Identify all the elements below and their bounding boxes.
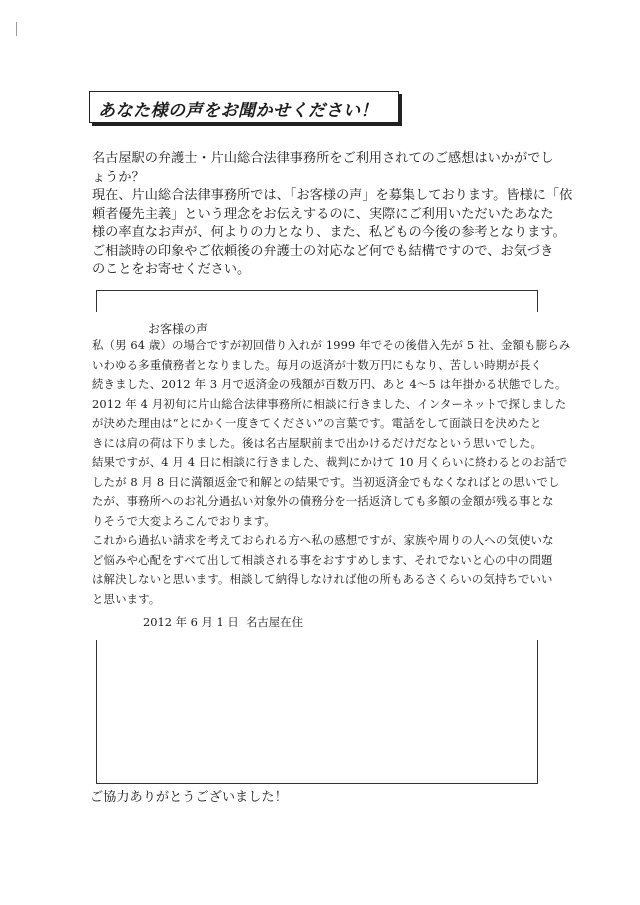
intro-line: 頼者優先主義」という理念をお伝えするのに、実際にご利用いただいたあなた — [92, 206, 554, 222]
scan-mark — [16, 22, 17, 36]
voice-line: 結果ですが、4 月 4 日に相談に行きました、裁判にかけて 10 月くらいに終わるとのお話で — [92, 455, 568, 469]
voice-line: これから過払い請求を考えておられる方へ私の感想ですが、家族や周りの人への気使いな — [92, 533, 554, 547]
intro-line: 様の率直なお声が、何よりの力となり、また、私どもの今後の参考となります。 — [92, 225, 566, 240]
intro-line: ご相談時の印象やご依頼後の弁護士の対応など何でも結構ですので、お気づき — [92, 243, 554, 259]
voice-line: は解決しないと思います。相談して納得しなければ他の所もあるさくらいの気持ちでいい — [92, 572, 553, 586]
voice-line: りそうで大変よろこんでおります。 — [92, 513, 276, 528]
voice-line: したが 8 月 8 日に満額返金で和解との結果です。当初返済金でもなくなればとの思いでし — [92, 474, 560, 489]
voice-line: きには肩の荷は下りました。後は名古屋駅前まで出かけるだけだなという思いでした。 — [92, 435, 543, 450]
voice-line: いわゆる多重債務者となりました。毎月の返済が十数万円にもなり、苦しい時期が長く — [92, 357, 543, 372]
frame-border-left-bottom — [96, 640, 97, 784]
voice-line: 2012 年 4 月初旬に片山総合法律事務所に相談に行きました、インターネットで探しました — [92, 396, 567, 411]
voice-line: が決めた理由は“とにかく一度きてください”の言葉です。電話をして面談日を決めたと — [92, 416, 542, 430]
intro-line: のことをお寄せください。 — [92, 262, 251, 277]
intro-text — [92, 150, 573, 280]
signature-date: 2012 年 6 月 1 日 — [143, 615, 239, 629]
frame-border-right-bottom — [537, 640, 538, 784]
voice-line: 続きました、2012 年 3 月で返済金の残額が百数万円、あと 4～5 は年掛かる状態でした。 — [92, 377, 567, 391]
frame-border-top — [96, 290, 538, 291]
title-box — [89, 91, 399, 123]
intro-line: 名古屋駅の弁護士・片山総合法律事務所をご利用されてのご感想はいかがでし — [92, 151, 554, 166]
voice-line: と思います。 — [92, 591, 161, 606]
page-title: あなた様の声をお聞かせください！ — [98, 101, 378, 121]
voice-heading: お客様の声 — [148, 322, 209, 336]
voice-line: たが、事務所へのお礼分過払い対象外の債務分を一括返済しても多額の金額が残る事とな — [92, 494, 554, 508]
signature-location: 名古屋在住 — [246, 615, 303, 629]
thanks-message: ご協力ありがとうございました！ — [90, 790, 288, 805]
intro-line: 現在、片山総合法律事務所では、「お客様の声」を募集しております。皆様に「依 — [92, 188, 573, 203]
frame-border-right-top — [537, 290, 538, 312]
voice-body — [92, 336, 571, 609]
frame-border-bottom — [96, 783, 538, 784]
intro-line: ょうか？ — [92, 169, 145, 185]
voice-line: ど悩みや心配をすべて出して相談される事をおすすめします、それでないと心の中の問題 — [92, 552, 553, 567]
frame-border-left-top — [96, 290, 97, 312]
voice-line: 私（男 64 歳）の場合ですが初回借り入れが 1999 年でその後借入先が 5 社、金額も膨らみ — [92, 338, 571, 352]
